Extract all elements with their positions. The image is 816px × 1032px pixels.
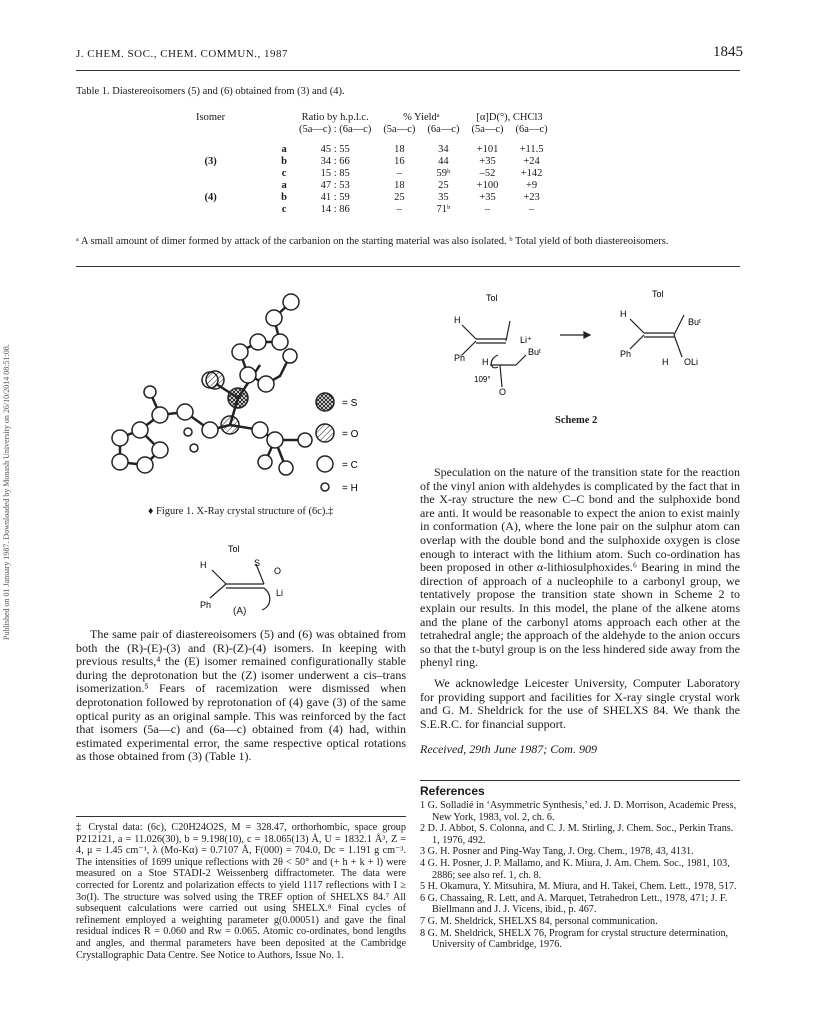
table-row: c 14 : 86 – 71ᵇ – – (281, 204, 535, 215)
reference-item: 3 G. H. Posner and Ping-Way Tang, J. Org. Chem., 1978, 43, 4131. (420, 846, 694, 858)
scheme-h-left: H (454, 315, 461, 325)
table-head: (5a—c) (383, 124, 416, 135)
left-paragraph: The same pair of diastereoisomers (5) and (6) was obtained from both the (R)-(E)-(3) and (R)-(Z)-(4) isomers. In keeping with previous results,⁴ the (E) isomer remained configurationally stable during the deprotonation but the (Z) isomer underwent a cis–trans isomerization.⁵ Fears of racemization were dismissed when deprotonation followed by reprotonation of (4) gave (3) of the same optical purity as an original sample. This was reinforced by the fact that isomers (5a—c) and (6a—c) obtained from (4) had, within estimated experimental error, the same respective optical rotations as those obtained from (3) (Table 1). (76, 627, 406, 764)
scheme-ph-left: Ph (454, 353, 466, 363)
scheme-2-diagram (440, 285, 740, 400)
reference-item: 8 G. M. Sheldrick, SHELX 76, Program for crystal structure determination, University of Cambridge, 1976. (420, 927, 729, 951)
legend-o: = O (342, 429, 359, 440)
struct-a-tol: Tol (228, 544, 240, 554)
header-rule (76, 70, 740, 71)
table-row: a 45 : 55 18 34 +101 +11.5 (281, 144, 544, 155)
reference-item: 1 G. Solladié in ‘Asymmetric Synthesis,’ ed. J. D. Morrison, Academic Press, New York, 1983, vol. 2, ch. 6. (420, 800, 737, 823)
scheme-ph-right: Ph (620, 349, 632, 359)
scheme-li: Li⁺ (520, 335, 532, 345)
scheme-o: O (499, 387, 507, 397)
table-row: c 15 : 85 – 59ᵇ –52 +142 (281, 168, 543, 179)
struct-a-o: O (274, 566, 282, 576)
table-row: a 47 : 53 18 25 +100 +9 (281, 180, 538, 191)
struct-a-li: Li (276, 588, 284, 598)
scheme-oli: OLi (684, 357, 699, 367)
table-row: (3) b 34 : 66 16 44 +35 +24 (204, 156, 540, 167)
table-head: % Yieldᵃ (403, 112, 440, 123)
table-row: (4) b 41 : 59 25 35 +35 +23 (204, 192, 540, 203)
crystal-structure-figure (90, 280, 410, 495)
scheme-h-right-bottom: H (662, 357, 669, 367)
scheme-angle: 109° (474, 375, 491, 384)
publication-note: Published on 01 January 1987. Downloaded by Monash University on 26/10/2014 08:51:08. (2, 344, 11, 640)
table-footnote: ᵃ A small amount of dimer formed by attack of the carbanion on the starting material was also isolated. ᵇ Total yield of both diastereoisomers. (76, 236, 669, 247)
reference-item: 4 G. H. Posner, J. P. Mallamo, and K. Miura, J. Am. Chem. Soc., 1981, 103, 2886; see also ref. 1, ch. 8. (420, 857, 730, 881)
table-head: [α]D(°), CHCl3 (476, 112, 543, 123)
table-head: Ratio by h.p.l.c. (301, 112, 369, 123)
scheme-bu-right: Buᵗ (688, 317, 701, 327)
publication-sidebar (2, 200, 16, 640)
reference-item: 7 G. M. Sheldrick, SHELXS 84, personal communication. (420, 915, 658, 927)
scheme-tol-right: Tol (652, 289, 664, 299)
scheme-h-mid: H (482, 357, 489, 367)
table-rule (76, 266, 740, 267)
right-paragraph-2: We acknowledge Leicester University, Computer Laboratory for providing support and facilities for X-ray single crystal work and G. M. Sheldrick for the use of SHELXS 84. We thank the S.E.R.C. for financial support. (420, 676, 740, 731)
struct-a-s: S (254, 558, 261, 568)
scheme-tol-left: Tol (486, 293, 498, 303)
table-head: Isomer (196, 112, 226, 123)
footnote-rule (76, 816, 406, 817)
legend-c: = C (342, 460, 358, 471)
legend-s: = S (342, 398, 358, 409)
table-head: (6a—c) (427, 124, 460, 135)
reference-item: 2 D. J. Abbot, S. Colonna, and C. J. M. Stirling, J. Chem. Soc., Perkin Trans. 1, 1976, 492. (420, 823, 734, 846)
references-rule (420, 780, 740, 781)
figure-1-caption: ♦ Figure 1. X-Ray crystal structure of (6c).‡ (148, 506, 334, 517)
scheme-h-right: H (620, 309, 627, 319)
reference-item: 5 H. Okamura, Y. Mitsuhira, M. Miura, and H. Takei, Chem. Lett., 1978, 517. (420, 881, 737, 893)
references-list (420, 800, 740, 951)
references-heading: References (420, 784, 485, 798)
table-caption: Table 1. Diastereoisomers (5) and (6) obtained from (3) and (4). (76, 86, 345, 97)
struct-a-h: H (200, 560, 207, 570)
journal-header: J. CHEM. SOC., CHEM. COMMUN., 1987 (76, 48, 288, 60)
received-line: Received, 29th June 1987; Com. 909 (420, 742, 597, 756)
structure-a-label: (A) (233, 606, 247, 617)
table-1 (190, 112, 554, 216)
struct-a-ph: Ph (200, 600, 212, 610)
structure-a-diagram (190, 540, 310, 620)
table-head: (5a—c) : (6a—c) (299, 124, 372, 135)
scheme-2-caption: Scheme 2 (555, 415, 598, 426)
reference-item: 6 G. Chassaing, R. Lett, and A. Marquet, Tetrahedron Lett., 1978, 471; J. F. Biellmann and J. J. Vicens, ibid., p. 467. (420, 892, 728, 916)
table-head: (6a—c) (515, 124, 548, 135)
crystal-data-footnote: ‡ Crystal data: (6c), C20H24O2S, M = 328.47, orthorhombic, space group P212121, a = 11.026(30), b = 9.198(10), c = 18.065(13) Å, U = 1832.1 Å³, Z = 4, μ = 1.45 cm⁻¹, λ (Mo-Kα) = 0.7107 Å, F(000) = 704.0, Dc = 1.191 g cm⁻³. The intensities of 1699 unique reflections with 2θ < 50° and (+ h + k + l) were measured on a Stoe STADI-2 Weissenberg diffractometer. The data were corrected for Lorentz and polarization effects to yield 1117 reflections with I ≥ 3σ(I). The structure was solved using the TREF option of SHELXS 84.⁷ All subsequent calculations were carried out using SHELX.⁸ Final cycles of refinement employed a weighting parameter g(0.00051) and gave the final residual indices R = 0.060 and Rw = 0.065. Atomic co-ordinates, bond lengths and angles, and thermal parameters have been deposited at the Cambridge Crystallographic Data Centre. See Notice to Authors, Issue No. 1. (76, 822, 406, 961)
scheme-bu-left: Buᵗ (528, 347, 541, 357)
legend-h: = H (342, 483, 358, 494)
page-number: 1845 (713, 44, 743, 60)
table-head: (5a—c) (471, 124, 504, 135)
right-paragraph-1: Speculation on the nature of the transition state for the reaction of the vinyl anion with aldehydes is complicated by the fact that in the X-ray structure the new C–C bond and the sulphoxide bond are anti. It would be reasonable to expect the anion to exist mainly in conformation (A), where the lone pair on the sulphur atom can overlap with the double bond and the sulphoxide oxygen is close enough to interact with the lithium atom. Such co-ordination has been proposed in other α-lithiosulphoxides.⁶ Bearing in mind the direction of approach of a nucleophile to a carbonyl group, we tentatively propose the transition state shown in Scheme 2 to explain our results. In this model, the plane of the alkene atoms and the plane of the carbonyl atoms approach each other at the tetrahedral angle; the approach of the aldehyde to the anion occurs so that the t-butyl group is on the less hindered side away from the phenyl ring. (420, 465, 740, 670)
